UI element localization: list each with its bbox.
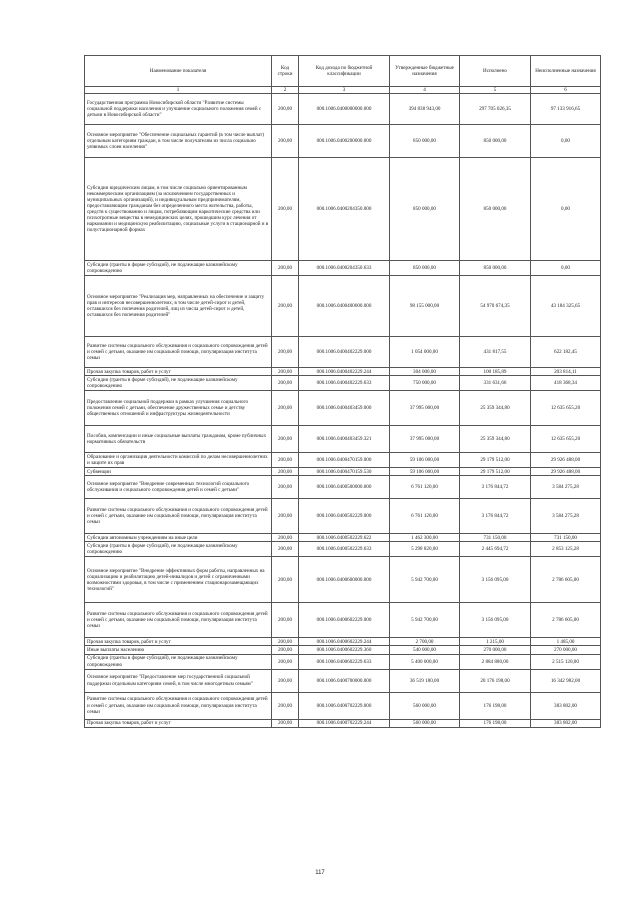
income-code-cell: 000.1006.0400470159.000 (299, 453, 390, 468)
header-approved: Утвержденные бюджетные назначения (390, 56, 460, 87)
approved-amount-cell: 98 155 000,00 (390, 276, 460, 337)
table-row (85, 337, 601, 368)
executed-amount-cell: 731 150,00 (460, 534, 531, 542)
table-row (85, 534, 601, 542)
executed-amount-cell: 100 185,89 (460, 368, 531, 376)
page-number: 117 (315, 870, 325, 876)
income-code-cell: 000.1006.0400403459.000 (299, 391, 390, 426)
income-code-cell: 000.1006.0400400000.000 (299, 276, 390, 337)
column-number-row (85, 87, 601, 94)
executed-amount-cell: 331 631,66 (460, 376, 531, 391)
line-code-cell: 200,00 (272, 158, 299, 261)
executed-amount-cell: 1 215,00 (460, 638, 531, 646)
unexecuted-amount-cell: 2 786 605,00 (531, 603, 601, 638)
executed-amount-cell: 850 000,00 (460, 125, 531, 158)
executed-amount-cell: 297 705 026,35 (460, 94, 531, 125)
executed-amount-cell: 3 176 844,72 (460, 476, 531, 499)
table-row (85, 638, 601, 646)
table-row (85, 158, 601, 261)
income-code-cell: 000.1006.0400702229.244 (299, 719, 390, 727)
column-number: 3 (299, 87, 390, 94)
unexecuted-amount-cell: 731 150,00 (531, 534, 601, 542)
income-code-cell: 000.1006.0400000000.000 (299, 94, 390, 125)
approved-amount-cell: 37 995 000,00 (390, 391, 460, 426)
header-income-code: Код дохода по бюджетной классификации (299, 56, 390, 87)
executed-amount-cell: 29 179 512,00 (460, 453, 531, 468)
executed-amount-cell: 29 179 512,00 (460, 468, 531, 476)
approved-amount-cell: 5 298 820,00 (390, 542, 460, 557)
column-number: 2 (272, 87, 299, 94)
unexecuted-amount-cell: 97 133 916,65 (531, 94, 601, 125)
unexecuted-amount-cell: 16 342 982,00 (531, 669, 601, 692)
unexecuted-amount-cell: 12 635 655,20 (531, 391, 601, 426)
approved-amount-cell: 5 942 700,00 (390, 557, 460, 603)
unexecuted-amount-cell: 2 515 120,00 (531, 654, 601, 669)
line-code-cell: 200,00 (272, 476, 299, 499)
executed-amount-cell: 176 198,00 (460, 692, 531, 719)
line-code-cell: 200,00 (272, 376, 299, 391)
approved-amount-cell: 2 700,00 (390, 638, 460, 646)
indicator-name-cell: Развитие системы социального обслуживания и социального сопровождения детей и семей с детьми, оказание им социальной помощи, популяризация института семьи (85, 499, 272, 534)
income-code-cell: 000.1006.0400204350.000 (299, 158, 390, 261)
table-row (85, 499, 601, 534)
income-code-cell: 000.1006.0400502229.000 (299, 499, 390, 534)
unexecuted-amount-cell: 203 814,11 (531, 368, 601, 376)
executed-amount-cell: 54 970 674,35 (460, 276, 531, 337)
indicator-name-cell: Прочая закупка товаров, работ и услуг (85, 719, 272, 727)
approved-amount-cell: 37 995 000,00 (390, 426, 460, 453)
unexecuted-amount-cell: 0,00 (531, 261, 601, 276)
line-code-cell: 200,00 (272, 646, 299, 654)
income-code-cell: 000.1006.0400470159.530 (299, 468, 390, 476)
approved-amount-cell: 59 106 000,00 (390, 453, 460, 468)
income-code-cell: 000.1006.0400602229.360 (299, 646, 390, 654)
column-number: 4 (390, 87, 460, 94)
unexecuted-amount-cell: 383 802,00 (531, 692, 601, 719)
line-code-cell: 200,00 (272, 542, 299, 557)
unexecuted-amount-cell: 29 926 488,00 (531, 453, 601, 468)
income-code-cell: 000.1006.0400204350.633 (299, 261, 390, 276)
income-code-cell: 000.1006.0400502229.622 (299, 534, 390, 542)
table-row (85, 719, 601, 727)
indicator-name-cell: Развитие системы социального обслуживания и социального сопровождения детей и семей с детьми, оказание им социальной помощи, популяризация института семьи (85, 692, 272, 719)
unexecuted-amount-cell: 418 368,34 (531, 376, 601, 391)
executed-amount-cell: 2 884 880,00 (460, 654, 531, 669)
executed-amount-cell: 25 359 344,80 (460, 426, 531, 453)
column-number: 5 (460, 87, 531, 94)
unexecuted-amount-cell: 29 926 488,00 (531, 468, 601, 476)
unexecuted-amount-cell: 2 853 125,28 (531, 542, 601, 557)
income-code-cell: 000.1006.0400602229.633 (299, 654, 390, 669)
unexecuted-amount-cell: 0,00 (531, 125, 601, 158)
approved-amount-cell: 5 400 000,00 (390, 654, 460, 669)
income-code-cell: 000.1006.0400502229.633 (299, 542, 390, 557)
table-row (85, 453, 601, 468)
line-code-cell: 200,00 (272, 603, 299, 638)
line-code-cell: 200,00 (272, 534, 299, 542)
approved-amount-cell: 560 000,00 (390, 692, 460, 719)
indicator-name-cell: Основное мероприятие "Внедрение эффективных форм работы, направленных на социализацию и реабилитацию детей-инвалидов и детей с ограниченными возможностями здоровья, в том числе с применением стационарозамещающих технологий" (85, 557, 272, 603)
column-number: 6 (531, 87, 601, 94)
indicator-name-cell: Предоставление социальной поддержки в рамках улучшения социального положения семей с детьми, обеспечение дружественных семье и детству общественных отношений и инфраструктуры жизнедеятельности (85, 391, 272, 426)
indicator-name-cell: Субсидии (гранты в форме субсидий), не подлежащие казначейскому сопровождению (85, 261, 272, 276)
table-row (85, 669, 601, 692)
unexecuted-amount-cell: 0,00 (531, 158, 601, 261)
indicator-name-cell: Иные выплаты населению (85, 646, 272, 654)
executed-amount-cell: 176 198,00 (460, 719, 531, 727)
indicator-name-cell: Пособия, компенсации и иные социальные выплаты гражданам, кроме публичных нормативных обязательств (85, 426, 272, 453)
table-row (85, 94, 601, 125)
approved-amount-cell: 850 000,00 (390, 261, 460, 276)
line-code-cell: 200,00 (272, 499, 299, 534)
line-code-cell: 200,00 (272, 125, 299, 158)
indicator-name-cell: Субсидии юридическим лицам, в том числе социально ориентированным некоммерческим организациям (за исключением государственных и муниципальных организаций), и индивидуальным предпринимателям, предоставляющим гражданам без определенного места жительства, работы, средств к существованию и лицам, потребляющим наркотические средства или психотропные вещества в немедицинских целях, прошедшим курс лечения от наркомании и медицинскую реабилитацию, социальные услуги в стационарной и в полустационарной формах (85, 158, 272, 261)
executed-amount-cell: 850 000,00 (460, 261, 531, 276)
approved-amount-cell: 750 000,00 (390, 376, 460, 391)
approved-amount-cell: 394 838 943,00 (390, 94, 460, 125)
line-code-cell: 200,00 (272, 638, 299, 646)
line-code-cell: 200,00 (272, 426, 299, 453)
line-code-cell: 200,00 (272, 453, 299, 468)
table-row (85, 391, 601, 426)
income-code-cell: 000.1006.0400702229.000 (299, 692, 390, 719)
table-header-row (85, 56, 601, 87)
unexecuted-amount-cell: 622 182,45 (531, 337, 601, 368)
indicator-name-cell: Субвенции (85, 468, 272, 476)
unexecuted-amount-cell: 2 786 605,00 (531, 557, 601, 603)
header-line-code: Код строки (272, 56, 299, 87)
header-executed: Исполнено (460, 56, 531, 87)
table-row (85, 276, 601, 337)
table-row (85, 376, 601, 391)
table-row (85, 654, 601, 669)
budget-report-sheet (84, 55, 600, 728)
approved-amount-cell: 36 519 180,00 (390, 669, 460, 692)
indicator-name-cell: Субсидии (гранты в форме субсидий), не подлежащие казначейскому сопровождению (85, 376, 272, 391)
approved-amount-cell: 560 000,00 (390, 719, 460, 727)
unexecuted-amount-cell: 43 184 325,65 (531, 276, 601, 337)
header-unexecuted: Неисполненные назначения (531, 56, 601, 87)
approved-amount-cell: 540 000,00 (390, 646, 460, 654)
table-row (85, 368, 601, 376)
table-row (85, 468, 601, 476)
line-code-cell: 200,00 (272, 391, 299, 426)
table-row (85, 426, 601, 453)
line-code-cell: 200,00 (272, 719, 299, 727)
executed-amount-cell: 3 156 095,00 (460, 603, 531, 638)
line-code-cell: 200,00 (272, 261, 299, 276)
indicator-name-cell: Прочая закупка товаров, работ и услуг (85, 368, 272, 376)
indicator-name-cell: Основное мероприятие "Предоставление мер государственной социальной поддержки отдельным категориям семей, в том числе многодетным семьям" (85, 669, 272, 692)
income-code-cell: 000.1006.0400402229.633 (299, 376, 390, 391)
approved-amount-cell: 59 106 000,00 (390, 468, 460, 476)
line-code-cell: 200,00 (272, 669, 299, 692)
indicator-name-cell: Субсидии (гранты в форме субсидий), не подлежащие казначейскому сопровождению (85, 542, 272, 557)
line-code-cell: 200,00 (272, 654, 299, 669)
indicator-name-cell: Основное мероприятие "Внедрение современных технологий социального обслуживания и социального сопровождения детей и семей с детьми" (85, 476, 272, 499)
line-code-cell: 200,00 (272, 94, 299, 125)
table-row (85, 261, 601, 276)
indicator-name-cell: Государственная программа Новосибирской области "Развитие системы социальной поддержки населения и улучшение социального положения семей с детьми в Новосибирской области" (85, 94, 272, 125)
unexecuted-amount-cell: 270 000,00 (531, 646, 601, 654)
table-row (85, 125, 601, 158)
income-code-cell: 000.1006.0400402229.244 (299, 368, 390, 376)
line-code-cell: 200,00 (272, 468, 299, 476)
approved-amount-cell: 850 000,00 (390, 125, 460, 158)
indicator-name-cell: Образование и организация деятельности комиссий по делам несовершеннолетних и защите их прав (85, 453, 272, 468)
line-code-cell: 200,00 (272, 276, 299, 337)
executed-amount-cell: 25 359 344,80 (460, 391, 531, 426)
indicator-name-cell: Субсидии (гранты в форме субсидий), не подлежащие казначейскому сопровождению (85, 654, 272, 669)
income-code-cell: 000.1006.0400402229.000 (299, 337, 390, 368)
approved-amount-cell: 850 000,00 (390, 158, 460, 261)
table-row (85, 542, 601, 557)
executed-amount-cell: 431 817,55 (460, 337, 531, 368)
approved-amount-cell: 304 000,00 (390, 368, 460, 376)
indicator-name-cell: Развитие системы социального обслуживания и социального сопровождения детей и семей с детьми, оказание им социальной помощи, популяризация института семьи (85, 337, 272, 368)
table-row (85, 692, 601, 719)
indicator-name-cell: Субсидии автономным учреждениям на иные цели (85, 534, 272, 542)
executed-amount-cell: 850 000,00 (460, 158, 531, 261)
unexecuted-amount-cell: 3 584 275,28 (531, 499, 601, 534)
approved-amount-cell: 6 761 120,00 (390, 499, 460, 534)
indicator-name-cell: Основное мероприятие "Реализация мер, направленных на обеспечение и защиту прав и интересов несовершеннолетних, в том числе детей-сирот и детей, оставшихся без попечения родителей, лиц из числа детей-сирот и детей, оставшихся без попечения родителей" (85, 276, 272, 337)
line-code-cell: 200,00 (272, 692, 299, 719)
approved-amount-cell: 1 462 300,00 (390, 534, 460, 542)
table-row (85, 646, 601, 654)
income-code-cell: 000.1006.0400600000.000 (299, 557, 390, 603)
approved-amount-cell: 6 761 120,00 (390, 476, 460, 499)
income-code-cell: 000.1006.0400700000.000 (299, 669, 390, 692)
income-code-cell: 000.1006.0400200000.000 (299, 125, 390, 158)
unexecuted-amount-cell: 12 635 655,20 (531, 426, 601, 453)
line-code-cell: 200,00 (272, 368, 299, 376)
income-code-cell: 000.1006.0400500000.000 (299, 476, 390, 499)
executed-amount-cell: 3 156 095,00 (460, 557, 531, 603)
income-code-cell: 000.1006.0400602229.244 (299, 638, 390, 646)
income-code-cell: 000.1006.0400602229.000 (299, 603, 390, 638)
indicator-name-cell: Основное мероприятие "Обеспечение социальных гарантий (в том числе выплат) отдельным категориям граждан, в том числе получателям из числа социально уязвимых слоев населения" (85, 125, 272, 158)
table-row (85, 603, 601, 638)
line-code-cell: 200,00 (272, 337, 299, 368)
executed-amount-cell: 3 176 844,72 (460, 499, 531, 534)
executed-amount-cell: 270 000,00 (460, 646, 531, 654)
indicator-name-cell: Развитие системы социального обслуживания и социального сопровождения детей и семей с детьми, оказание им социальной помощи, популяризация института семьи (85, 603, 272, 638)
table-row (85, 476, 601, 499)
unexecuted-amount-cell: 1 485,00 (531, 638, 601, 646)
budget-execution-table (84, 55, 601, 728)
approved-amount-cell: 1 054 000,00 (390, 337, 460, 368)
table-body (85, 94, 601, 728)
column-number: 1 (85, 87, 272, 94)
indicator-name-cell: Прочая закупка товаров, работ и услуг (85, 638, 272, 646)
unexecuted-amount-cell: 3 584 275,28 (531, 476, 601, 499)
executed-amount-cell: 20 176 198,00 (460, 669, 531, 692)
table-row (85, 557, 601, 603)
approved-amount-cell: 5 942 700,00 (390, 603, 460, 638)
income-code-cell: 000.1006.0400403459.321 (299, 426, 390, 453)
unexecuted-amount-cell: 383 802,00 (531, 719, 601, 727)
executed-amount-cell: 2 445 694,72 (460, 542, 531, 557)
line-code-cell: 200,00 (272, 557, 299, 603)
header-indicator-name: Наименование показателя (85, 56, 272, 87)
